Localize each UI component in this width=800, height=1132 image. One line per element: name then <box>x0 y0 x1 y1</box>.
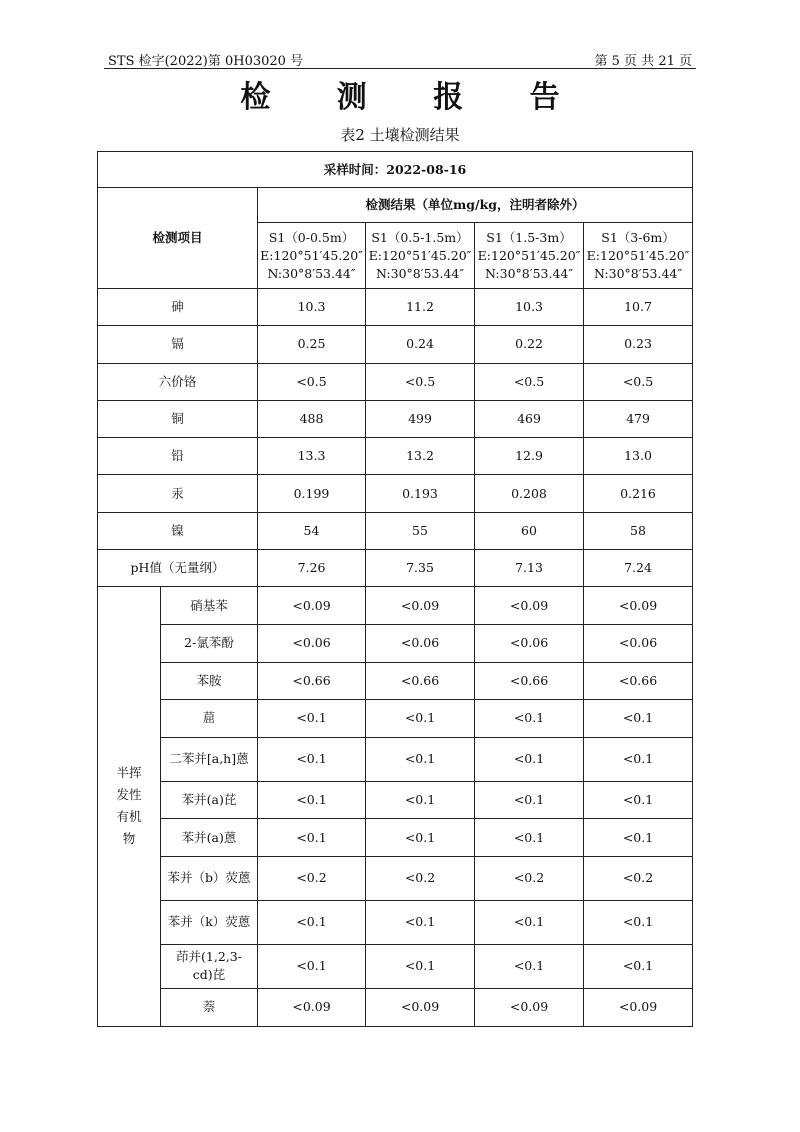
item-name: 苯胺 <box>161 662 258 700</box>
item-name: 汞 <box>98 475 258 512</box>
sample-e: E:120°51′45.20″ <box>260 247 363 263</box>
table-row <box>98 512 693 549</box>
sampling-time: 采样时间：2022-08-16 <box>98 152 693 188</box>
sample-header <box>366 223 475 289</box>
result-value: <0.1 <box>584 781 693 819</box>
result-value: 499 <box>366 400 475 437</box>
sample-id: S1（0.5-1.5m） <box>371 229 469 245</box>
result-value: <0.66 <box>584 662 693 700</box>
item-name: pH值（无量纲） <box>98 550 258 587</box>
table-row <box>98 550 693 587</box>
result-value: <0.09 <box>475 587 584 625</box>
item-name: 二苯并[a,h]蒽 <box>161 737 258 781</box>
table-row <box>98 326 693 363</box>
result-value: <0.06 <box>584 624 693 662</box>
item-header: 检测项目 <box>98 188 258 289</box>
result-value: <0.09 <box>258 587 366 625</box>
svoc-group-label: 半挥发性有机物 <box>98 587 161 1026</box>
table-row <box>98 781 693 819</box>
result-value: <0.1 <box>366 781 475 819</box>
result-value: <0.09 <box>584 587 693 625</box>
table-row <box>98 363 693 400</box>
table-row <box>98 944 693 988</box>
result-value: <0.1 <box>475 700 584 738</box>
sample-n: N:30°8′53.44″ <box>484 265 574 281</box>
sample-id: S1（3-6m） <box>601 229 675 245</box>
result-value: 0.193 <box>366 475 475 512</box>
result-value: 488 <box>258 400 366 437</box>
result-value: <0.1 <box>475 900 584 944</box>
result-value: 13.3 <box>258 438 366 475</box>
result-header: 检测结果（单位mg/kg，注明者除外） <box>258 188 693 223</box>
result-value: <0.1 <box>475 737 584 781</box>
item-name: 茚并(1,2,3-cd)芘 <box>161 944 258 988</box>
result-value: 7.24 <box>584 550 693 587</box>
result-value: <0.1 <box>584 737 693 781</box>
result-value: <0.1 <box>584 819 693 857</box>
result-value: <0.1 <box>475 781 584 819</box>
result-value: <0.1 <box>366 700 475 738</box>
result-value: 60 <box>475 512 584 549</box>
item-name: 苯并(a)蒽 <box>161 819 258 857</box>
result-value: 10.7 <box>584 289 693 326</box>
result-value: <0.06 <box>366 624 475 662</box>
result-value: 7.26 <box>258 550 366 587</box>
result-value: <0.1 <box>584 944 693 988</box>
result-value: <0.1 <box>475 944 584 988</box>
item-name: 铅 <box>98 438 258 475</box>
result-value: <0.5 <box>584 363 693 400</box>
result-value: <0.09 <box>584 988 693 1026</box>
item-name: 镍 <box>98 512 258 549</box>
table-row <box>98 587 693 625</box>
result-value: <0.2 <box>584 856 693 900</box>
result-value: 0.24 <box>366 326 475 363</box>
sample-id: S1（0-0.5m） <box>268 229 355 245</box>
item-name: 六价铬 <box>98 363 258 400</box>
report-number: STS 检字(2022)第 0H03020 号 <box>108 54 304 69</box>
result-value: <0.1 <box>366 900 475 944</box>
item-name: 萘 <box>161 988 258 1026</box>
result-value: <0.2 <box>258 856 366 900</box>
result-value: 0.208 <box>475 475 584 512</box>
result-value: <0.09 <box>366 988 475 1026</box>
result-value: 0.23 <box>584 326 693 363</box>
item-name: 2-氯苯酚 <box>161 624 258 662</box>
result-value: <0.1 <box>258 737 366 781</box>
table-row <box>98 856 693 900</box>
result-value: <0.1 <box>366 944 475 988</box>
sample-n: N:30°8′53.44″ <box>267 265 356 281</box>
result-value: <0.06 <box>475 624 584 662</box>
result-value: 479 <box>584 400 693 437</box>
result-value: 0.22 <box>475 326 584 363</box>
result-value: <0.09 <box>366 587 475 625</box>
item-name: 苯并(a)芘 <box>161 781 258 819</box>
table-row <box>98 289 693 326</box>
result-value: <0.2 <box>366 856 475 900</box>
result-value: 55 <box>366 512 475 549</box>
result-value: <0.1 <box>258 700 366 738</box>
result-value: 0.216 <box>584 475 693 512</box>
result-value: <0.1 <box>258 944 366 988</box>
result-value: 12.9 <box>475 438 584 475</box>
result-value: <0.09 <box>258 988 366 1026</box>
result-value: 13.2 <box>366 438 475 475</box>
table-row <box>98 700 693 738</box>
result-value: <0.66 <box>366 662 475 700</box>
item-name: 硝基苯 <box>161 587 258 625</box>
result-value: <0.1 <box>258 819 366 857</box>
result-value: <0.1 <box>366 737 475 781</box>
result-value: 11.2 <box>366 289 475 326</box>
table-row <box>98 475 693 512</box>
sample-header <box>475 223 584 289</box>
result-value: 13.0 <box>584 438 693 475</box>
result-value: 7.35 <box>366 550 475 587</box>
table-row <box>98 438 693 475</box>
result-value: <0.5 <box>258 363 366 400</box>
result-value: 0.199 <box>258 475 366 512</box>
result-value: <0.2 <box>475 856 584 900</box>
table-row <box>98 624 693 662</box>
result-value: <0.1 <box>258 900 366 944</box>
result-value: <0.1 <box>258 781 366 819</box>
item-name: 镉 <box>98 326 258 363</box>
result-value: <0.5 <box>475 363 584 400</box>
result-value: <0.5 <box>366 363 475 400</box>
sample-id: S1（1.5-3m） <box>486 229 572 245</box>
sample-e: E:120°51′45.20″ <box>368 247 472 263</box>
header-divider <box>104 68 696 69</box>
result-value: 469 <box>475 400 584 437</box>
table-row <box>98 737 693 781</box>
result-value: <0.1 <box>475 819 584 857</box>
document-title: 检 测 报 告 <box>240 80 588 115</box>
result-value: 7.13 <box>475 550 584 587</box>
result-value: <0.1 <box>366 819 475 857</box>
result-value: 54 <box>258 512 366 549</box>
result-value: <0.66 <box>475 662 584 700</box>
result-value: 10.3 <box>475 289 584 326</box>
result-value: <0.06 <box>258 624 366 662</box>
result-value: <0.1 <box>584 700 693 738</box>
item-name: 䓛 <box>161 700 258 738</box>
item-name: 铜 <box>98 400 258 437</box>
result-value: <0.66 <box>258 662 366 700</box>
sample-n: N:30°8′53.44″ <box>593 265 683 281</box>
sample-header <box>584 223 693 289</box>
result-value: 0.25 <box>258 326 366 363</box>
sample-header <box>258 223 366 289</box>
sample-e: E:120°51′45.20″ <box>477 247 581 263</box>
item-name: 苯并（k）荧蒽 <box>161 900 258 944</box>
table-row <box>98 988 693 1026</box>
soil-results-table <box>97 151 693 1027</box>
table-row <box>98 819 693 857</box>
result-value: 10.3 <box>258 289 366 326</box>
table-row <box>98 900 693 944</box>
result-value: 58 <box>584 512 693 549</box>
table-row <box>98 662 693 700</box>
table-caption: 表2 土壤检测结果 <box>340 126 460 144</box>
page-info: 第 5 页 共 21 页 <box>594 54 692 69</box>
sample-e: E:120°51′45.20″ <box>586 247 690 263</box>
item-name: 苯并（b）荧蒽 <box>161 856 258 900</box>
sample-n: N:30°8′53.44″ <box>375 265 465 281</box>
result-value: <0.09 <box>475 988 584 1026</box>
table-row <box>98 400 693 437</box>
result-value: <0.1 <box>584 900 693 944</box>
item-name: 砷 <box>98 289 258 326</box>
